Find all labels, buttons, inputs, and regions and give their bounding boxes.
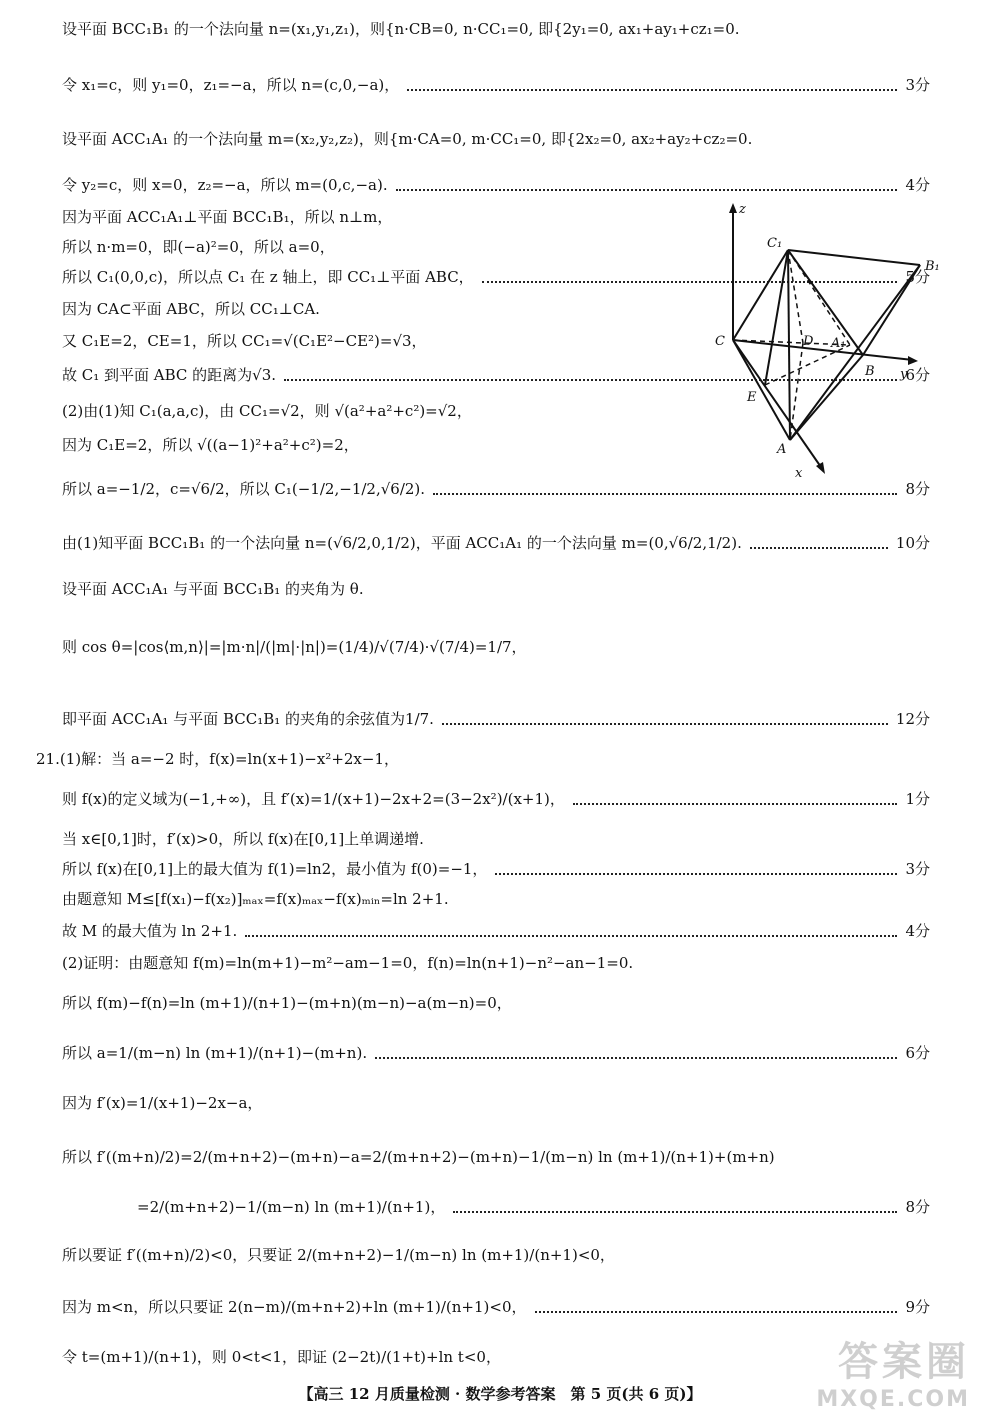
point-label-b1: B₁ (925, 259, 940, 274)
solution-line (62, 708, 930, 730)
solution-line (62, 1296, 930, 1318)
line-text: (2)证明：由题意知 f(m)=ln(m+1)−m²−am−1=0，f(n)=ln(n+1)−n²−an−1=0. (62, 954, 634, 972)
line-text: 令 y₂=c，则 x=0，z₂=−a，所以 m=(0,c,−a). (62, 176, 388, 194)
leader-dots (442, 713, 888, 725)
line-text: 设平面 ACC₁A₁ 与平面 BCC₁B₁ 的夹角为 θ. (62, 580, 364, 598)
line-text: =2/(m+n+2)−1/(m−n) ln (m+1)/(n+1)， (62, 1198, 446, 1216)
line-text: 所以要证 f′((m+n)/2)<0，只要证 2/(m+n+2)−1/(m−n) ln (m+1)/(n+1)<0， (62, 1246, 615, 1264)
line-text: 即平面 ACC₁A₁ 与平面 BCC₁B₁ 的夹角的余弦值为1/7. (62, 710, 434, 728)
score-label: 3分 (905, 76, 930, 94)
line-text: 则 cos θ=|cos⟨m,n⟩|=|m·n|/(|m|·|n|)=(1/4)/√(7/4)·√(7/4)=1/7， (62, 638, 527, 656)
score-label: 12分 (895, 710, 930, 728)
line-text: 所以 f(m)−f(n)=ln (m+1)/(n+1)−(m+n)(m−n)−a(m−n)=0， (62, 994, 512, 1012)
line-text: 设平面 BCC₁B₁ 的一个法向量 n=(x₁,y₁,z₁)，则{n·CB=0, n·CC₁=0, 即{2y₁=0, ax₁+ay₁+cz₁=0. (62, 20, 740, 38)
line-text: 所以 n·m=0，即(−a)²=0，所以 a=0， (62, 238, 335, 256)
line-text: 设平面 ACC₁A₁ 的一个法向量 m=(x₂,y₂,z₂)，则{m·CA=0, m·CC₁=0, 即{2x₂=0, ax₂+ay₂+cz₂=0. (62, 130, 753, 148)
score-label: 8分 (905, 480, 930, 498)
score-label: 4分 (905, 176, 930, 194)
page-footer: 【高三 12 月质量检测 · 数学参考答案 第 5 页(共 6 页)】 (298, 1385, 702, 1403)
line-text: 因为 C₁E=2，所以 √((a−1)²+a²+c²)=2， (62, 436, 359, 454)
leader-dots (245, 925, 897, 937)
score-label: 6分 (905, 366, 930, 384)
solution-line (62, 992, 930, 1014)
line-text: (2)由(1)知 C₁(a,a,c)，由 CC₁=√2，则 √(a²+a²+c²)=√2， (62, 402, 472, 420)
leader-dots (495, 863, 897, 875)
solution-line (62, 952, 930, 974)
watermark-main: 答案圈 (838, 1339, 970, 1385)
leader-dots (453, 1201, 897, 1213)
line-text: 所以 f(x)在[0,1]上的最大值为 f(1)=ln2，最小值为 f(0)=−1， (62, 860, 488, 878)
point-label-b: B (865, 364, 875, 379)
score-label: 6分 (905, 1044, 930, 1062)
solution-line (62, 858, 930, 880)
line-text: 由(1)知平面 BCC₁B₁ 的一个法向量 n=(√6/2,0,1/2)，平面 ACC₁A₁ 的一个法向量 m=(0,√6/2,1/2). (62, 534, 742, 552)
axis-label-z: z (739, 202, 746, 217)
solution-line (62, 888, 930, 910)
line-text: 所以 C₁(0,0,c)，所以点 C₁ 在 z 轴上，即 CC₁⊥平面 ABC， (62, 268, 474, 286)
axis-label-y: y (900, 367, 908, 382)
line-text: 当 x∈[0,1]时，f′(x)>0，所以 f(x)在[0,1]上单调递增. (62, 830, 424, 848)
line-text: 因为 f′(x)=1/(x+1)−2x−a， (62, 1094, 263, 1112)
solution-line (62, 1244, 930, 1266)
solution-line (62, 1196, 930, 1218)
point-label-d: D (803, 334, 814, 349)
solution-line (62, 1042, 930, 1064)
line-text: 所以 a=−1/2，c=√6/2，所以 C₁(−1/2,−1/2,√6/2). (62, 480, 426, 498)
solution-line (62, 18, 930, 40)
point-label-e: E (747, 390, 757, 405)
point-label-a1: A₁ (831, 336, 846, 351)
solution-line (62, 74, 930, 96)
geometry-figure (705, 195, 940, 485)
score-label: 8分 (905, 1198, 930, 1216)
score-label: 10分 (895, 534, 930, 552)
leader-dots (535, 1301, 898, 1313)
solution-line (62, 1092, 930, 1114)
solution-line (62, 174, 930, 196)
solution-line (62, 1146, 930, 1168)
solution-line (62, 128, 930, 150)
solution-line (62, 1346, 930, 1368)
watermark-sub: MXQE.COM (816, 1387, 970, 1412)
line-text: 所以 a=1/(m−n) ln (m+1)/(n+1)−(m+n). (62, 1044, 368, 1062)
line-text: 故 M 的最大值为 ln 2+1. (62, 922, 238, 940)
score-label: 3分 (905, 860, 930, 878)
line-text: 因为 CA⊂平面 ABC，所以 CC₁⊥CA. (62, 300, 320, 318)
point-label-a: A (777, 442, 787, 457)
leader-dots (407, 79, 897, 91)
line-text: 因为 m<n，所以只要证 2(n−m)/(m+n+2)+ln (m+1)/(n+1)<0， (62, 1298, 527, 1316)
leader-dots (750, 537, 888, 549)
line-text: 令 t=(m+1)/(n+1)，则 0<t<1，即证 (2−2t)/(1+t)+ln t<0， (62, 1348, 501, 1366)
score-label: 1分 (905, 790, 930, 808)
leader-dots (396, 179, 898, 191)
score-label: 5分 (905, 268, 930, 286)
axis-label-x: x (795, 466, 803, 481)
line-text: 令 x₁=c，则 y₁=0，z₁=−a，所以 n=(c,0,−a)， (62, 76, 400, 94)
score-label: 9分 (905, 1298, 930, 1316)
solution-line (62, 920, 930, 942)
solution-line (62, 828, 930, 850)
point-label-c1: C₁ (767, 236, 783, 251)
point-label-c: C (715, 334, 725, 349)
line-text: 所以 f′((m+n)/2)=2/(m+n+2)−(m+n)−a=2/(m+n+2)−(m+n)−1/(m−n) ln (m+1)/(n+1)+(m+n) (62, 1148, 775, 1166)
solution-line (36, 748, 930, 770)
line-text: 又 C₁E=2，CE=1，所以 CC₁=√(C₁E²−CE²)=√3， (62, 332, 427, 350)
line-text: 则 f(x)的定义域为(−1,+∞)，且 f′(x)=1/(x+1)−2x+2=(3−2x²)/(x+1)， (62, 790, 565, 808)
leader-dots (375, 1047, 897, 1059)
solution-line (62, 532, 930, 554)
solution-line (62, 578, 930, 600)
line-text: 故 C₁ 到平面 ABC 的距离为√3. (62, 366, 277, 384)
solution-line (62, 636, 930, 658)
line-text: 因为平面 ACC₁A₁⊥平面 BCC₁B₁，所以 n⊥m， (62, 208, 393, 226)
leader-dots (573, 793, 898, 805)
line-text: 由题意知 M≤[f(x₁)−f(x₂)]ₘₐₓ=f(x)ₘₐₓ−f(x)ₘᵢₙ=ln 2+1. (62, 890, 449, 908)
solution-line (62, 788, 930, 810)
line-text: 21.(1)解：当 a=−2 时，f(x)=ln(x+1)−x²+2x−1， (36, 750, 400, 768)
score-label: 4分 (905, 922, 930, 940)
